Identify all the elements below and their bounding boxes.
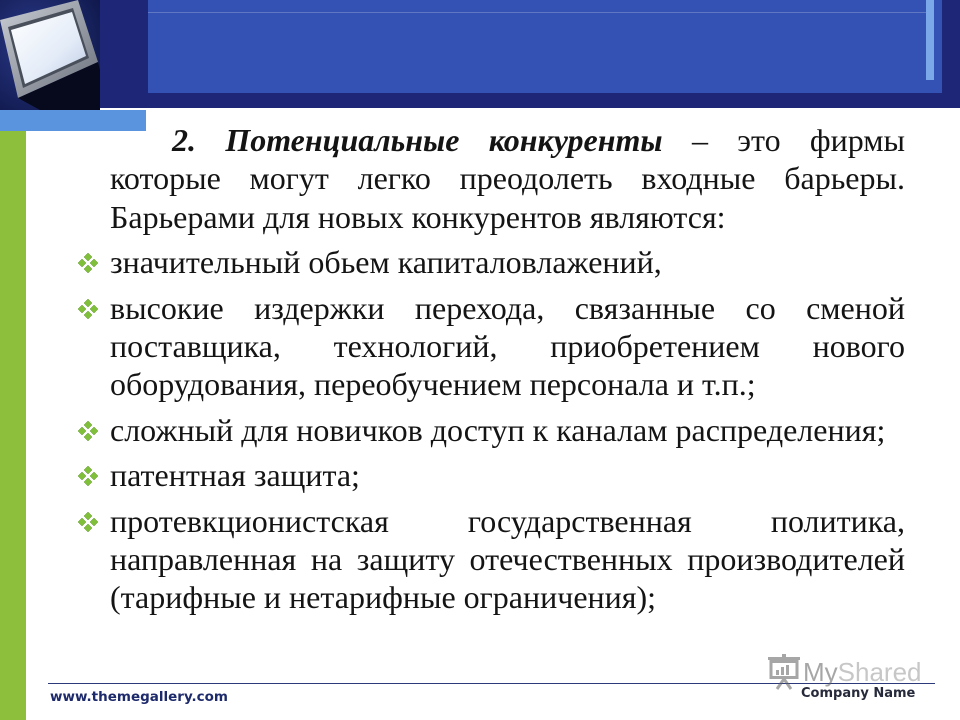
bullet-item [110, 289, 905, 404]
bullet-line: (тарифные и нетарифные ограничения); [110, 579, 657, 616]
watermark-text-shared: Shared [837, 657, 922, 687]
four-diamonds-icon [77, 465, 99, 487]
bullet-item [110, 411, 905, 449]
four-diamonds-icon [77, 420, 99, 442]
slide-body [110, 121, 905, 617]
intro-paragraph [110, 121, 905, 236]
bullet-item [110, 502, 905, 617]
four-diamonds-icon [77, 252, 99, 274]
bullet-line: патентная защита; [110, 457, 360, 494]
bullet-line: высокие издержки перехода, связанные со сменой [110, 289, 905, 326]
header-accent-bar [926, 0, 934, 80]
intro-line: Барьерами для новых конкурентов являются: [110, 198, 726, 235]
presentation-board-icon [767, 654, 801, 690]
header-banner-panel [148, 0, 942, 93]
computer-monitor-icon [0, 0, 100, 110]
intro-line [110, 121, 905, 159]
intro-line-text: – это фирмы [691, 122, 906, 158]
watermark-text-my: My [803, 657, 838, 687]
four-diamonds-icon [77, 511, 99, 533]
bullet-line: направленная на защиту отечественных производителей [110, 541, 905, 578]
bullet-line: значительный обьем капиталовлажений, [110, 244, 662, 281]
footer-website: www.themegallery.com [50, 689, 228, 705]
header-banner [100, 0, 960, 108]
bullet-item [110, 456, 905, 494]
bullet-line: сложный для новичков доступ к каналам распределения; [110, 411, 886, 448]
bullet-line: протевкционистская государственная политика, [110, 502, 905, 539]
bullet-line: оборудования, переобучением персонала и т.п.; [110, 366, 756, 403]
intro-lead-term: 2. Потенциальные конкуренты [172, 122, 663, 158]
watermark-logo [767, 654, 922, 690]
header-banner-rule [148, 12, 926, 13]
footer-company-name: Company Name [801, 686, 916, 701]
intro-line: которые могут легко преодолеть входные барьеры. [110, 160, 905, 197]
bullet-item [110, 243, 905, 281]
four-diamonds-icon [77, 298, 99, 320]
side-green-bar [0, 131, 26, 720]
watermark-text [803, 657, 922, 687]
bullet-line: поставщика, технологий, приобретением нового [110, 328, 905, 365]
